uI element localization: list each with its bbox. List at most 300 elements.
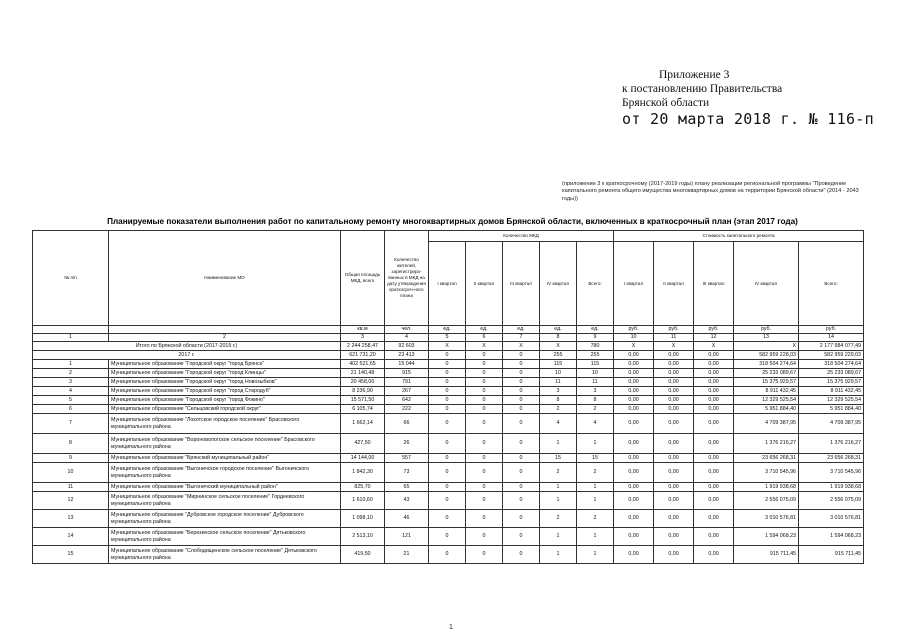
summary-cell: X — [654, 342, 694, 351]
table-cell: 43 — [385, 492, 429, 510]
table-cell: 557 — [385, 454, 429, 463]
table-cell: 0 — [466, 369, 503, 378]
table-cell: 0,00 — [694, 528, 734, 546]
table-cell: 0,00 — [694, 546, 734, 564]
table-cell: 0,00 — [614, 546, 654, 564]
table-cell: 0 — [429, 483, 466, 492]
summary-cell: X — [614, 342, 654, 351]
table-cell: 0 — [466, 387, 503, 396]
table-cell: 0 — [429, 360, 466, 369]
table-cell: 0 — [503, 492, 540, 510]
table-cell: 0,00 — [654, 463, 694, 483]
table-cell: 0,00 — [614, 454, 654, 463]
table-cell: 0 — [503, 378, 540, 387]
summary-cell: 92 603 — [385, 342, 429, 351]
table-cell: 1 842,30 — [341, 463, 385, 483]
municipality-name: Муниципальное образование "Сельцовский городской округ" — [109, 405, 341, 414]
table-cell: 0,00 — [654, 369, 694, 378]
table-cell: 0,00 — [654, 378, 694, 387]
table-cell: 3 010 576,81 — [734, 510, 799, 528]
unit-cell: руб. — [799, 326, 864, 334]
table-cell: 0,00 — [614, 483, 654, 492]
table-row — [33, 387, 864, 396]
table-row — [33, 546, 864, 564]
row-number: 8 — [33, 434, 109, 454]
municipality-name: Муниципальное образование "Локотское городское поселение" Брасовского муниципального района — [109, 414, 341, 434]
table-cell: 0,00 — [614, 378, 654, 387]
table-cell: 25 233 089,67 — [799, 369, 864, 378]
table-cell: 15 571,50 — [341, 396, 385, 405]
table-row — [33, 414, 864, 434]
table-cell: 20 458,00 — [341, 378, 385, 387]
municipality-name: Муниципальное образование "Городской округ "город Брянск" — [109, 360, 341, 369]
unit-cell: ед. — [503, 326, 540, 334]
municipality-name: Муниципальное образование "Мирнинское сельское поселение" Гордеевского муниципального района — [109, 492, 341, 510]
table-cell: 8 — [540, 396, 577, 405]
table-cell: 2 — [577, 463, 614, 483]
table-cell: 2 513,10 — [341, 528, 385, 546]
column-number: 13 — [734, 334, 799, 342]
table-cell: 0,00 — [694, 414, 734, 434]
table-cell: 0 — [429, 369, 466, 378]
table-cell: 0,00 — [614, 434, 654, 454]
summary-cell: X — [503, 342, 540, 351]
table-cell: 0,00 — [614, 396, 654, 405]
summary-cell: 0,00 — [614, 351, 654, 360]
table-cell: 427,50 — [341, 434, 385, 454]
table-cell: 0,00 — [694, 492, 734, 510]
table-row — [33, 378, 864, 387]
table-cell: 318 504 274,64 — [734, 360, 799, 369]
appendix-note: (приложение 3 к краткосрочному (2017-2019 годы) плану реализации региональной программы "Проведение капитального ремонта общего имущества многоквартирных домов на территории Брянской области" (2014 - 2043 годы)) — [562, 181, 859, 202]
table-row — [33, 360, 864, 369]
table-cell: 1 919 938,68 — [734, 483, 799, 492]
municipality-name: Муниципальное образование "Выгоничское городское поселение" Выгоничского муниципального района — [109, 463, 341, 483]
table-cell: 12 329 525,54 — [734, 396, 799, 405]
table-cell: 0,00 — [694, 369, 734, 378]
row-number: 3 — [33, 378, 109, 387]
table-cell: 4 — [577, 414, 614, 434]
table-cell: 0,00 — [614, 360, 654, 369]
header-area: Общая площадь МКД, всего — [341, 231, 385, 326]
table-cell: 0 — [466, 463, 503, 483]
table-cell: 0,00 — [614, 369, 654, 378]
table-cell: 3 010 576,81 — [799, 510, 864, 528]
table-cell: 23 656 268,31 — [734, 454, 799, 463]
header-residents: Количество жителей, зарегистриро-ванных в МКД на дату утверждения краткосроч-ного плана — [385, 231, 429, 326]
table-cell: 0 — [429, 454, 466, 463]
table-cell: 1 — [577, 492, 614, 510]
table-cell: 0,00 — [694, 463, 734, 483]
table-cell: 0,00 — [654, 405, 694, 414]
summary-cell: 255 — [540, 351, 577, 360]
table-cell: 1 594 068,23 — [734, 528, 799, 546]
table-cell: 0,00 — [694, 396, 734, 405]
municipality-name: Муниципальное образование "Городской округ "город Новозыбков" — [109, 378, 341, 387]
column-number: 11 — [654, 334, 694, 342]
table-cell: 642 — [385, 396, 429, 405]
header-cost-total: Всего: — [799, 242, 864, 326]
table-cell: 0 — [466, 492, 503, 510]
column-number: 6 — [466, 334, 503, 342]
table-cell: 0 — [429, 510, 466, 528]
header-cost-q3: III квартал — [694, 242, 734, 326]
table-cell: 0 — [429, 414, 466, 434]
municipality-name: Муниципальное образование "Городской округ "город Фокино" — [109, 396, 341, 405]
table-cell: 0,00 — [694, 454, 734, 463]
table-cell: 0 — [503, 463, 540, 483]
appendix-decree: к постановлению Правительства — [622, 83, 783, 95]
table-cell: 0,00 — [654, 492, 694, 510]
table-cell: 11 — [540, 378, 577, 387]
header-cost-q2: II квартал — [654, 242, 694, 326]
table-cell: 26 — [385, 434, 429, 454]
row-number: 10 — [33, 463, 109, 483]
table-cell: 1 376 216,27 — [799, 434, 864, 454]
table-cell: 73 — [385, 463, 429, 483]
table-cell: 0,00 — [654, 483, 694, 492]
table-cell: 0,00 — [614, 510, 654, 528]
table-cell: 3 — [540, 387, 577, 396]
table-cell: 115 — [540, 360, 577, 369]
table-cell: 0 — [503, 483, 540, 492]
summary-cell: X — [429, 342, 466, 351]
unit-cell: руб. — [734, 326, 799, 334]
units-row — [33, 326, 864, 334]
summary-cell: 0 — [466, 351, 503, 360]
table-row — [33, 405, 864, 414]
table-row — [33, 528, 864, 546]
summary-cell: X — [540, 342, 577, 351]
table-cell: 419,50 — [341, 546, 385, 564]
table-cell: 11 — [577, 378, 614, 387]
table-cell: 0 — [503, 387, 540, 396]
row-number: 15 — [33, 546, 109, 564]
column-number: 5 — [429, 334, 466, 342]
table-row — [33, 434, 864, 454]
table-row — [33, 510, 864, 528]
table-cell: 0 — [466, 483, 503, 492]
row-number: 2 — [33, 369, 109, 378]
table-cell: 1 376 216,27 — [734, 434, 799, 454]
unit-cell: руб. — [694, 326, 734, 334]
column-numbers-row — [33, 334, 864, 342]
table-cell: 0 — [503, 546, 540, 564]
row-number: 6 — [33, 405, 109, 414]
table-row — [33, 483, 864, 492]
table-cell: 15 — [577, 454, 614, 463]
summary-label: 2017 г. — [33, 351, 341, 360]
table-cell: 1 594 068,23 — [799, 528, 864, 546]
header-name: Наименование МО — [109, 231, 341, 326]
summary-cell: X — [734, 342, 799, 351]
table-cell: 2 — [540, 510, 577, 528]
table-cell: 10 — [577, 369, 614, 378]
header-count-q3: III квартал — [503, 242, 540, 326]
table-cell: 1 662,14 — [341, 414, 385, 434]
header-count-q4: IV квартал — [540, 242, 577, 326]
table-cell: 0 — [429, 387, 466, 396]
table-cell: 0,00 — [654, 434, 694, 454]
unit-cell: ед. — [540, 326, 577, 334]
row-number: 12 — [33, 492, 109, 510]
summary-cell: 23 413 — [385, 351, 429, 360]
table-cell: 8 236,90 — [341, 387, 385, 396]
unit-cell: руб. — [614, 326, 654, 334]
table-cell: 0,00 — [694, 405, 734, 414]
table-cell: 0 — [466, 378, 503, 387]
table-cell: 0 — [466, 405, 503, 414]
table-cell: 1 — [540, 528, 577, 546]
header-cost-q4: IV квартал — [734, 242, 799, 326]
table-cell: 0 — [503, 528, 540, 546]
table-cell: 0 — [429, 434, 466, 454]
table-cell: 6 105,74 — [341, 405, 385, 414]
table-cell: 915 711,45 — [734, 546, 799, 564]
table-cell: 14 144,00 — [341, 454, 385, 463]
table-cell: 0,00 — [614, 463, 654, 483]
table-cell: 0,00 — [654, 396, 694, 405]
table-cell: 46 — [385, 510, 429, 528]
table-cell: 1 — [577, 528, 614, 546]
table-cell: 1 — [577, 434, 614, 454]
row-number: 5 — [33, 396, 109, 405]
table-cell: 4 709 387,95 — [734, 414, 799, 434]
row-number: 7 — [33, 414, 109, 434]
summary-cell: 0,00 — [694, 351, 734, 360]
table-cell: 267 — [385, 387, 429, 396]
unit-cell: кв.м — [341, 326, 385, 334]
table-cell: 8 911 432,45 — [734, 387, 799, 396]
table-cell: 0,00 — [614, 492, 654, 510]
table-cell: 65 — [385, 483, 429, 492]
municipality-name: Муниципальное образование "Городской округ "город Стародуб" — [109, 387, 341, 396]
table-cell: 66 — [385, 414, 429, 434]
table-cell: 0,00 — [694, 360, 734, 369]
summary-cell: 0 — [429, 351, 466, 360]
table-cell: 115 — [577, 360, 614, 369]
table-cell: 0 — [503, 405, 540, 414]
summary-cell: 582 959 229,03 — [799, 351, 864, 360]
column-number: 12 — [694, 334, 734, 342]
column-number: 14 — [799, 334, 864, 342]
table-cell: 3 710 545,96 — [799, 463, 864, 483]
summary-cell: X — [694, 342, 734, 351]
table-cell: 0 — [466, 434, 503, 454]
table-cell: 0 — [429, 492, 466, 510]
unit-cell: ед. — [429, 326, 466, 334]
document-title: Планируемые показатели выполнения работ по капитальному ремонту многоквартирных домов Брянской области, включенных в краткосрочный план (этап 2017 года) — [107, 217, 798, 226]
table-cell: 1 — [577, 546, 614, 564]
header-group-count: Количество МКД — [429, 231, 614, 242]
summary-label: Итого по Брянской области (2017-2019 г.) — [33, 342, 341, 351]
row-number: 4 — [33, 387, 109, 396]
summary-cell: 621 731,20 — [341, 351, 385, 360]
table-cell: 8 — [577, 396, 614, 405]
table-cell: 0,00 — [654, 510, 694, 528]
table-cell: 0,00 — [694, 434, 734, 454]
table-cell: 4 709 387,95 — [799, 414, 864, 434]
table-cell: 222 — [385, 405, 429, 414]
table-cell: 23 656 268,31 — [799, 454, 864, 463]
table-cell: 0,00 — [614, 528, 654, 546]
row-number: 13 — [33, 510, 109, 528]
column-number: 1 — [33, 334, 109, 342]
table-cell: 0,00 — [614, 405, 654, 414]
table-cell: 1 — [540, 492, 577, 510]
table-cell: 318 504 274,64 — [799, 360, 864, 369]
summary-row — [33, 342, 864, 351]
table-cell: 1 — [540, 546, 577, 564]
table-cell: 1 610,60 — [341, 492, 385, 510]
table-cell: 0 — [503, 360, 540, 369]
table-cell: 0 — [503, 510, 540, 528]
table-cell: 0,00 — [614, 414, 654, 434]
table-cell: 0,00 — [654, 528, 694, 546]
table-cell: 1 098,10 — [341, 510, 385, 528]
plan-table — [32, 230, 864, 564]
table-row — [33, 454, 864, 463]
appendix-title: Приложение 3 — [659, 69, 730, 81]
table-cell: 8 911 432,45 — [799, 387, 864, 396]
municipality-name: Муниципальное образование "Выгоничский муниципальный район" — [109, 483, 341, 492]
row-number: 11 — [33, 483, 109, 492]
header-group-cost: Стоимость капитального ремонта — [614, 231, 864, 242]
table-cell: 0 — [503, 454, 540, 463]
header-count-q1: I квартал — [429, 242, 466, 326]
table-cell: 0,00 — [654, 546, 694, 564]
table-cell: 791 — [385, 378, 429, 387]
summary-row — [33, 351, 864, 360]
table-cell: 0,00 — [694, 510, 734, 528]
table-cell: 15 044 — [385, 360, 429, 369]
table-cell: 25 233 089,67 — [734, 369, 799, 378]
table-cell: 0,00 — [654, 360, 694, 369]
table-cell: 21 — [385, 546, 429, 564]
table-cell: 0 — [429, 405, 466, 414]
appendix-region: Брянской области — [622, 97, 710, 109]
table-cell: 0 — [466, 414, 503, 434]
row-number: 14 — [33, 528, 109, 546]
column-number: 4 — [385, 334, 429, 342]
row-number: 9 — [33, 454, 109, 463]
header-count-total: Всего: — [577, 242, 614, 326]
table-cell: 0 — [503, 434, 540, 454]
table-cell: 2 — [577, 510, 614, 528]
column-number: 3 — [341, 334, 385, 342]
table-cell: 3 710 545,96 — [734, 463, 799, 483]
unit-cell: чел. — [385, 326, 429, 334]
unit-cell: руб. — [654, 326, 694, 334]
summary-cell: 582 959 228,03 — [734, 351, 799, 360]
table-cell: 0 — [503, 396, 540, 405]
table-cell: 0,00 — [614, 387, 654, 396]
table-cell: 0 — [466, 454, 503, 463]
summary-cell: 2 244 258,47 — [341, 342, 385, 351]
table-cell: 0 — [503, 414, 540, 434]
municipality-name: Муниципальное образование "Вороновологское сельское поселение" Брасовского муниципального района — [109, 434, 341, 454]
table-cell: 0 — [466, 528, 503, 546]
table-cell: 1 — [577, 483, 614, 492]
table-cell: 0,00 — [654, 454, 694, 463]
summary-cell: 0,00 — [654, 351, 694, 360]
table-cell: 2 — [577, 405, 614, 414]
table-cell: 121 — [385, 528, 429, 546]
summary-cell: 255 — [577, 351, 614, 360]
table-cell: 0 — [429, 396, 466, 405]
header-cost-q1: I квартал — [614, 242, 654, 326]
table-cell: 0,00 — [654, 387, 694, 396]
municipality-name: Муниципальное образование "Брянский муниципальный район" — [109, 454, 341, 463]
table-cell: 1 919 938,68 — [799, 483, 864, 492]
municipality-name: Муниципальное образование "Слободищенское сельское поселение" Дятьковского муниципального района — [109, 546, 341, 564]
summary-cell: 0 — [503, 351, 540, 360]
table-row — [33, 492, 864, 510]
plan-table-body — [33, 326, 864, 564]
unit-cell: ед. — [577, 326, 614, 334]
table-cell: 15 375 929,57 — [734, 378, 799, 387]
appendix-block — [622, 68, 874, 128]
table-cell: 1 — [540, 483, 577, 492]
table-cell: 0 — [466, 396, 503, 405]
summary-cell: 780 — [577, 342, 614, 351]
row-number: 1 — [33, 360, 109, 369]
table-cell: 0,00 — [694, 483, 734, 492]
summary-cell: 2 177 984 077,49 — [799, 342, 864, 351]
unit-cell: ед. — [466, 326, 503, 334]
column-number: 2 — [109, 334, 341, 342]
table-cell: 402 521,65 — [341, 360, 385, 369]
appendix-date: от 20 марта 2018 г. № 116-п — [622, 110, 874, 128]
table-cell: 3 — [577, 387, 614, 396]
page-number: 1 — [449, 624, 453, 631]
table-cell: 15 375 929,57 — [799, 378, 864, 387]
table-row — [33, 369, 864, 378]
table-cell: 0 — [466, 510, 503, 528]
table-cell: 915 — [385, 369, 429, 378]
table-cell: 0,00 — [694, 378, 734, 387]
table-cell: 21 140,48 — [341, 369, 385, 378]
table-cell: 1 — [540, 434, 577, 454]
column-number: 9 — [577, 334, 614, 342]
table-cell: 915 711,45 — [799, 546, 864, 564]
table-cell: 0,00 — [654, 414, 694, 434]
column-number: 8 — [540, 334, 577, 342]
table-cell: 0 — [466, 360, 503, 369]
table-cell: 5 951 884,40 — [734, 405, 799, 414]
table-cell: 0 — [503, 369, 540, 378]
municipality-name: Муниципальное образование "Дубровское городское поселение" Дубровского муниципального района — [109, 510, 341, 528]
table-row — [33, 396, 864, 405]
table-cell: 12 329 525,54 — [799, 396, 864, 405]
table-cell: 0 — [429, 546, 466, 564]
header-count-q2: II квартал — [466, 242, 503, 326]
table-cell: 2 — [540, 463, 577, 483]
table-cell: 0 — [429, 463, 466, 483]
table-row — [33, 463, 864, 483]
table-cell: 0 — [466, 546, 503, 564]
table-cell: 15 — [540, 454, 577, 463]
column-number: 7 — [503, 334, 540, 342]
header-num: № п/п — [33, 231, 109, 326]
table-cell: 4 — [540, 414, 577, 434]
table-cell: 5 951 884,40 — [799, 405, 864, 414]
table-cell: 2 556 075,09 — [734, 492, 799, 510]
table-cell: 2 556 075,09 — [799, 492, 864, 510]
table-cell: 0,00 — [694, 387, 734, 396]
table-cell: 0 — [429, 378, 466, 387]
municipality-name: Муниципальное образование "Городской округ "город Клинцы" — [109, 369, 341, 378]
